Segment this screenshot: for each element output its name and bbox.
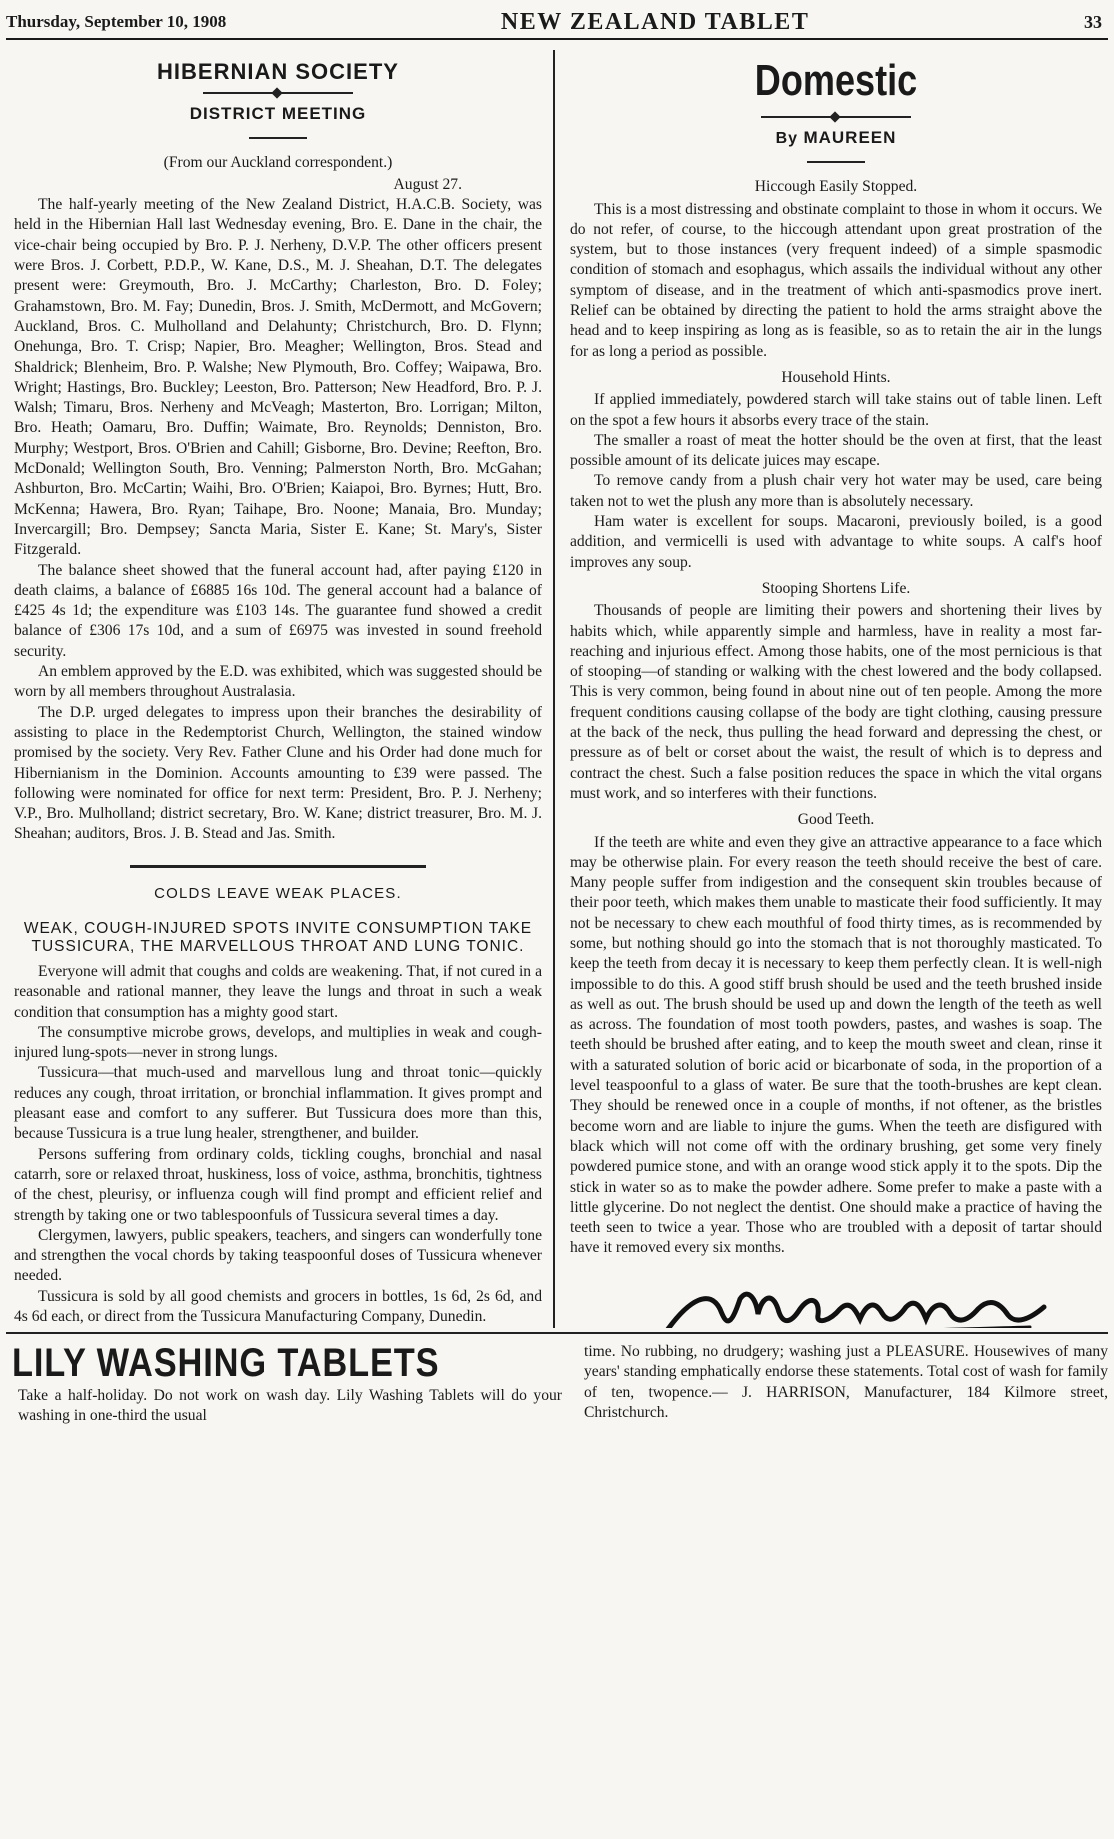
tussicura-paragraph: The consumptive microbe grows, develops, and multiplies in weak and cough-injured lung-spots—never in strong lungs. [14,1023,542,1062]
short-rule [249,137,307,139]
section-rule [130,865,426,868]
tussicura-advert [14,884,542,1328]
short-rule [807,161,865,163]
tussicura-paragraph: Persons suffering from ordinary colds, tickling coughs, bronchial and nasal catarrh, sore or relaxed throat, huskiness, loss of voice, asthma, bronchitis, tightness of the chest, pleurisy, or influenza cough will find prompt and efficient relief and strength by taking one or two tablespoonfuls of Tussicura several times a day. [14,1145,542,1224]
hibernian-article [14,59,542,845]
hibernian-paragraph: An emblem approved by the E.D. was exhibited, which was suggested should be worn by all members throughout Australasia. [14,663,542,701]
page-rule [6,1332,1108,1334]
section-heading: Good Teeth. [797,811,875,829]
domestic-paragraph: This is a most distressing and obstinate complaint to those in whom it occurs. We do not refer, of course, to the hiccough attendant upon great prostration of the system, but to those instances (very frequent indeed) of a simple spasmodic condition of stomach and esophagus, which assails the individual without any other symptom of disease, and in the treatment of which anti-spasmodics prove inert. Relief can be obtained by directing the patient to hold the arms straight above the head and to keep inspiring as long as is feasible, so as to retain the air in the lungs for as long a period as possible. [570,200,1102,360]
newspaper-title: NEW ZEALAND TABLET [500,8,810,35]
lily-text-right: time. No rubbing, no drudgery; washing just a PLEASURE. Housewives of many years' standing emphatically endorse these statements. Total cost of wash for family of ten, twopence.— J. HARRISON, Manufacturer, 184 Kilmore street, Christchurch. [584,1343,1108,1421]
right-column [570,48,1102,1328]
tussicura-headline: WEAK, COUGH-INJURED SPOTS INVITE CONSUMPTION TAKE TUSSICURA, THE MARVELLOUS THROAT AND LUNG TONIC. [23,919,533,955]
byline-author: MAUREEN [803,128,897,147]
tussicura-paragraph: Clergymen, lawyers, public speakers, teachers, and singers can wonderfully tone and strengthen the vocal chords by taking teaspoonful doses of Tussicura whenever needed. [14,1226,542,1285]
hibernian-subtitle: DISTRICT MEETING [189,104,367,124]
hibernian-paragraph: The balance sheet showed that the funeral account had, after paying £120 in death claims, a balance of £6885 16s 10d. The general account had a balance of £425 4s 1d; the expenditure was £103 14s. The guarantee fund showed a credit balance of £306 17s 10d, and a sum of £6975 was invested in sound freehold security. [14,561,542,660]
section-heading: Stooping Shortens Life. [761,579,911,597]
tussicura-paragraph: Everyone will admit that coughs and colds are weakening. That, if not cured in a reasonable and rational manner, they leave the lungs and throat in such a weak condition that consumption has a mighty good start. [14,962,542,1021]
column-divider [553,50,555,1328]
page-number: 33 [1083,11,1102,32]
hibernian-paragraph: The D.P. urged delegates to impress upon their branches the desirability of assisting to place in the Redemptorist Church, Wellington, the stained window promised by the society. Very Rev. Father Clune and his Order had done much for Hibernianism in the Dominion. Accounts amounting to £39 were passed. The following were nominated for office for next term: President, Bro. P. J. Nerheny; V.P., Bro. Mulholland; district secretary, Bro. W. Kane; district treasurer, Bro. M. J. Sheahan; auditors, Bros. J. B. Stead and Jas. Smith. [14,703,542,843]
domestic-title: Domestic [754,56,918,105]
section-heading: Hiccough Easily Stopped. [754,178,918,196]
domestic-paragraph: Ham water is excellent for soups. Macaroni, previously boiled, is a good addition, and vermicelli is used with advantage to white soups. A calf's hoof improves any soup. [570,513,1102,571]
domestic-paragraph: To remove candy from a plush chair very hot water may be used, care being taken not to wet the plush any more than is absolutely necessary. [570,472,1102,510]
correspondent-line: (From our Auckland correspondent.) [163,153,393,171]
section-heading: Household Hints. [781,368,891,386]
lily-advert-left [12,1342,562,1427]
domestic-paragraph: Thousands of people are limiting their powers and shortening their lives by habits which, while apparently simple and harmless, have in reality a most far-reaching and injurious effect. Among those habits, one of the most pernicious is that of stooping—of standing or walking with the chest lowered and the body collapsed. This is very common, being found in about nine out of ten people. Among the more frequent conditions causing collapse of the body are tight clothing, causing pressure at the back of the neck, thus pulling the head forward and depressing the chest, or pressure as of belt or corset about the waist, the result of which is to depress and contract the chest. Such a false position reduces the space in which the vital organs must work, and so interferes with their functions. [570,602,1102,802]
byline-prefix: By [775,130,799,147]
ornament-divider [203,88,353,98]
lily-headline: LILY WASHING TABLETS [12,1341,440,1385]
hibernian-title: HIBERNIAN SOCIETY [157,59,399,84]
ornament-divider [761,112,911,122]
domestic-paragraph: The smaller a roast of meat the hotter should be the oven at first, that the least possible amount of its delicate juices may escape. [570,431,1102,470]
left-column [14,48,542,1328]
maureen-signature [660,1269,1050,1328]
issue-date: Thursday, September 10, 1908 [6,11,227,31]
tussicura-paragraph: Tussicura—that much-used and marvellous lung and throat tonic—quickly reduces any cough, throat irritation, or bronchial inflammation. It gives prompt and pleasant ease and comfort to any sufferer. But Tussicura does more than this, because Tussicura is a true lung healer, strengthener, and builder. [14,1064,542,1143]
dateline: August 27. [393,175,462,193]
byline [570,128,1102,149]
tussicura-paragraph: Tussicura is sold by all good chemists and grocers in bottles, 1s 6d, 2s 6d, and 4s 6d each, or direct from the Tussicura Manufacturing Company, Dunedin. [14,1287,542,1326]
masthead [6,6,1108,40]
lily-advert [6,1340,1108,1820]
domestic-paragraph: If the teeth are white and even they give an attractive appearance to a face which may be otherwise plain. For every reason the teeth should receive the best of care. Many people suffer from indigestion and the consequent skin troubles because of their poor teeth, which makes them unable to masticate their food sufficiently. It may not be necessary to chew each mouthful of food thirty times, as is recommended by some, but nothing should go into the stomach that is not thoroughly masticated. To keep the teeth from decay it is necessary to keep them perfectly clean. It is well-nigh impossible to do this. A good stiff brush should be used and the teeth brushed inside as well as out. The brush should be used up and down the length of the teeth as well as across. The foundation of most tooth powders, pastes, and washes is soap. The teeth should be brushed after eating, and to keep the mouth sweet and clean, rinse it with a saturated solution of boric acid or bicarbonate of soda, in the proportion of a level teaspoonful to a glass of water. Be sure that the tooth-brushes are kept clean. They should be renewed once in a couple of months, if not oftener, as the bristles become worn and are liable to injure the gums. When the teeth are disfigured with black which will not come off with the ordinary brushing, get some very finely powdered pumice stone, and with an orange wood stick apply it to the spots. Dip the stick in water so as to make the powder adhere. Some prefer to make a paste with a little glycerine. Do not neglect the dentist. One should make a practice of having the teeth seen to twice a year. Those who are troubled with a deposit of tartar should have it removed every six months. [570,833,1102,1257]
colds-heading: COLDS LEAVE WEAK PLACES. [154,884,402,902]
lily-text-left: Take a half-holiday. Do not work on wash day. Lily Washing Tablets will do your washing in one-third the usual [18,1387,562,1425]
hibernian-paragraph: The half-yearly meeting of the New Zealand District, H.A.C.B. Society, was held in the Hibernian Hall last Wednesday evening, Bro. E. Dane in the chair, the vice-chair being occupied by Bro. P. J. Nerheny, D.V.P. The other officers present were Bros. J. Corbett, P.D.P., W. Kane, D.S., M. J. Sheahan, D.T. The delegates present were: Greymouth, Bro. J. McCarthy; Charleston, Bro. D. Foley; Grahamstown, Bro. M. Fay; Dunedin, Bros. J. Smith, McDermott, and McGovern; Auckland, Bros. C. Mulholland and Delahunty; Christchurch, Bro. D. Flynn; Onehunga, Bro. T. Crisp; Napier, Bro. Meagher; Wellington, Bros. Stead and Shaldrick; Blenheim, Bro. P. Walshe; New Plymouth, Bro. Coffey; Waipawa, Bro. Wright; Hastings, Bro. Buckley; Leeston, Bro. Patterson; New Headford, Bro. P. J. Walsh; Timaru, Bros. Nerheny and McVeagh; Masterton, Bro. Lorrigan; Milton, Bro. Heath; Oamaru, Bro. Duffin; Waimate, Bro. Reynolds; Denniston, Bro. Murphy; Westport, Bros. O'Brien and Cahill; Gisborne, Bro. Devine; Reefton, Bro. McDonald; Wellington South, Bro. Venning; Palmerston North, Bro. McGahan; Ashburton, Bro. McCartin; Waihi, Bro. O'Brien; Kaiapoi, Bro. Byrnes; Hutt, Bro. McKenna; Hawera, Bro. Ryan; Taihape, Bro. Noone; Manaia, Bro. Munday; Invercargill; Bro. Dempsey; Sancta Maria, Sister E. Kane; St. Mary's, Sister Fitzgerald. [14,196,542,559]
domestic-paragraph: If applied immediately, powdered starch will take stains out of table linen. Left on the spot a few hours it absorbs every trace of the stain. [570,391,1102,429]
